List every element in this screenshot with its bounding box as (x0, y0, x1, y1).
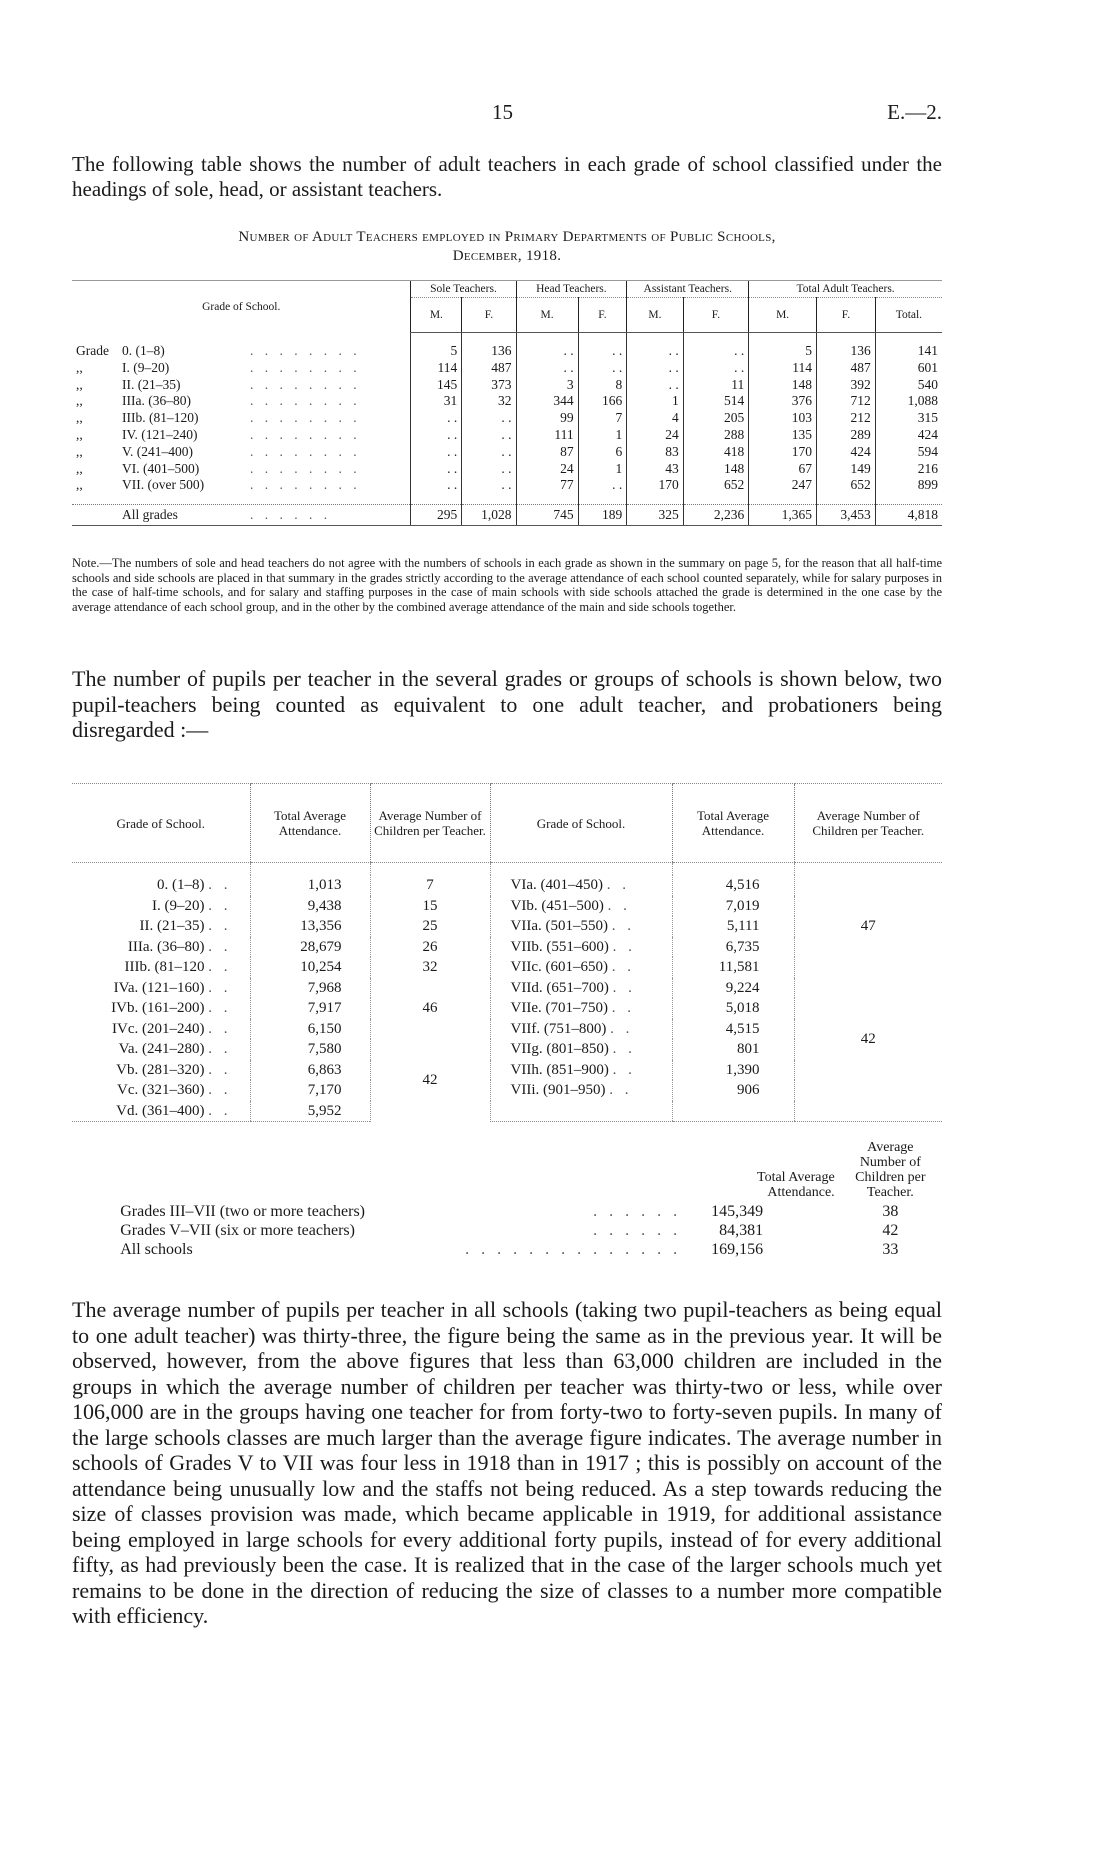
leader-dots: . . (611, 1000, 635, 1016)
attendance-cell: 84,381 (719, 1222, 764, 1239)
col-sole-f: F. (462, 298, 516, 333)
leader-dots: . . (610, 1020, 634, 1037)
leader-dots: . . (612, 938, 636, 955)
value-cell: . . (578, 343, 627, 360)
table-row (72, 444, 942, 461)
grade-label: 0. (1–8) (157, 877, 205, 893)
t2-col-average-right: Average Number of Children per Teacher. (794, 784, 942, 863)
col-sole-m: M. (411, 298, 462, 333)
grade-label: VIId. (651–700) (510, 979, 609, 996)
grade-cell (490, 875, 672, 896)
attendance-cell: 13,356 (250, 916, 370, 937)
total-label: All grades (122, 506, 178, 522)
table-row (72, 393, 942, 410)
value-cell: 149 (817, 461, 876, 478)
grade-label: IVc. (201–240) (112, 1020, 205, 1037)
value-cell: 289 (817, 427, 876, 444)
value-cell: . . (627, 377, 683, 394)
attendance-cell: 5,111 (672, 916, 794, 937)
value-cell: 11 (683, 377, 749, 394)
grade-label: IIIa. (36–80) (122, 393, 191, 409)
grade-label: VIIi. (901–950) (510, 1082, 606, 1098)
grade-label: I. (9–20) (152, 897, 205, 914)
grade-label: IVb. (161–200) (111, 1000, 205, 1016)
grade-label: IIIa. (36–80) (127, 938, 205, 955)
t2-col-average-left: Average Number of Children per Teacher. (370, 784, 490, 863)
total-value-cell: 295 (411, 505, 462, 526)
leader-dots: . . . . . . . . (250, 410, 361, 426)
table-row (72, 427, 942, 444)
grade-prefix: ,, (76, 376, 83, 392)
total-row (72, 505, 942, 526)
grade-label: II. (21–35) (139, 918, 205, 934)
grade-prefix: ,, (76, 393, 83, 409)
value-cell: 424 (817, 444, 876, 461)
page-number: 15 (492, 100, 513, 124)
grade-label: IIIb. (81–120 (124, 959, 205, 975)
attendance-cell: 6,735 (672, 937, 794, 958)
grade-cell (72, 410, 411, 427)
page-header (72, 100, 942, 130)
leader-dots: . . (609, 1082, 633, 1098)
average-cell: 42 (794, 978, 942, 1101)
leader-dots: . . (611, 959, 635, 975)
value-cell: 205 (683, 410, 749, 427)
value-cell: . . (462, 477, 516, 494)
value-cell: 8 (578, 377, 627, 394)
table-row (72, 377, 942, 394)
value-cell: 99 (516, 410, 578, 427)
value-cell: 344 (516, 393, 578, 410)
value-cell: 83 (627, 444, 683, 461)
attendance-cell: 7,019 (672, 896, 794, 917)
grade-prefix: ,, (76, 426, 83, 442)
grade-cell (72, 1039, 250, 1060)
grade-prefix: Grade (76, 343, 109, 358)
average-cell: 46 (370, 978, 490, 1040)
grade-cell (490, 1039, 672, 1060)
col-total-m: M. (749, 298, 817, 333)
table-row (72, 477, 942, 494)
value-cell: 166 (578, 393, 627, 410)
value-cell: 247 (749, 477, 817, 494)
value-cell: . . (462, 461, 516, 478)
group-summary-table (72, 1138, 942, 1259)
grade-label: Va. (241–280) (118, 1041, 205, 1057)
grade-label: VIIb. (551–600) (510, 938, 609, 955)
value-cell: 32 (462, 393, 516, 410)
value-cell: 392 (817, 377, 876, 394)
grade-label: Vc. (321–360) (117, 1082, 205, 1098)
leader-dots: . . . . . . . . (250, 359, 361, 375)
adult-teachers-table (72, 280, 942, 526)
value-cell: . . (627, 360, 683, 377)
grade-label: 0. (1–8) (122, 343, 165, 358)
grade-label: VIIa. (501–550) (510, 918, 608, 934)
value-cell: 77 (516, 477, 578, 494)
value-cell: 24 (516, 461, 578, 478)
col-total-f: F. (817, 298, 876, 333)
attendance-cell: 9,224 (672, 978, 794, 999)
value-cell: 1,088 (875, 393, 942, 410)
leader-dots: . . . . . . . . (250, 460, 361, 476)
grade-label: IVa. (121–160) (113, 979, 205, 996)
grade-label: VIIf. (751–800) (510, 1020, 607, 1037)
table-row (72, 461, 942, 478)
table-row (72, 978, 942, 999)
value-cell: 24 (627, 427, 683, 444)
value-cell: 148 (683, 461, 749, 478)
table-row (72, 410, 942, 427)
grade-cell (72, 477, 411, 494)
grade-cell (490, 937, 672, 958)
value-cell: 1 (578, 461, 627, 478)
table1-title-line1: Number of Adult Teachers employed in Primary Departments of Public Schools, (238, 229, 776, 245)
value-cell: 373 (462, 377, 516, 394)
group-label: All schools (120, 1241, 193, 1258)
t3-col-average: Average Number of Children per Teacher. (855, 1140, 926, 1200)
value-cell: 136 (817, 343, 876, 360)
value-cell: 87 (516, 444, 578, 461)
value-cell: 3 (516, 377, 578, 394)
col-grade-of-school: Grade of School. (72, 281, 411, 333)
average-cell: 47 (794, 875, 942, 978)
grade-cell (72, 343, 411, 360)
leader-dots: . . (607, 897, 631, 914)
value-cell: 7 (578, 410, 627, 427)
grade-prefix: ,, (76, 477, 83, 493)
attendance-cell: 1,390 (672, 1060, 794, 1081)
grade-label: VIIh. (851–900) (510, 1061, 609, 1078)
grade-cell (72, 875, 250, 896)
col-total: Total. (875, 298, 942, 333)
grade-cell (72, 444, 411, 461)
leader-dots: . . . . . . (250, 506, 332, 522)
attendance-cell: 906 (672, 1080, 794, 1101)
attendance-cell: 6,863 (250, 1060, 370, 1081)
attendance-cell: 145,349 (711, 1203, 764, 1220)
grade-cell (72, 461, 411, 478)
grade-label: VIIg. (801–850) (510, 1041, 609, 1057)
total-value-cell: 2,236 (683, 505, 749, 526)
t2-col-grade-left: Grade of School. (72, 784, 250, 863)
table-row (72, 343, 942, 360)
average-cell: 42 (370, 1039, 490, 1122)
value-cell: . . (411, 477, 462, 494)
grade-label: Vd. (361–400) (116, 1102, 205, 1119)
value-cell: 5 (411, 343, 462, 360)
value-cell: 5 (749, 343, 817, 360)
grade-cell (72, 998, 250, 1019)
value-cell: 712 (817, 393, 876, 410)
value-cell: . . (462, 410, 516, 427)
leader-dots: . . (208, 1041, 232, 1057)
attendance-cell: 5,018 (672, 998, 794, 1019)
grade-cell (72, 1101, 250, 1122)
grade-cell (490, 1080, 672, 1101)
value-cell: . . (411, 427, 462, 444)
attendance-cell: 7,170 (250, 1080, 370, 1101)
value-cell: . . (578, 360, 627, 377)
leader-dots: . . (612, 979, 636, 996)
group-label: Grades III–VII (two or more teachers) (120, 1203, 366, 1220)
attendance-cell: 11,581 (672, 957, 794, 978)
col-head-teachers: Head Teachers. (516, 281, 627, 298)
pupils-per-teacher-table (72, 783, 942, 1122)
t2-col-attendance-left: Total Average Attendance. (250, 784, 370, 863)
grade-cell (72, 1019, 250, 1040)
value-cell: 652 (817, 477, 876, 494)
leader-dots: . . . . . . . . . . . . . . (465, 1241, 682, 1258)
grade-cell (72, 360, 411, 377)
value-cell: 899 (875, 477, 942, 494)
value-cell: . . (516, 343, 578, 360)
leader-dots: . . . . . . (593, 1222, 682, 1239)
total-value-cell: 1,028 (462, 505, 516, 526)
attendance-cell: 4,515 (672, 1019, 794, 1040)
value-cell: 418 (683, 444, 749, 461)
leader-dots: . . . . . . (593, 1203, 682, 1220)
col-head-f: F. (578, 298, 627, 333)
leader-dots: . . (208, 1020, 232, 1037)
grade-cell (490, 978, 672, 999)
grade-cell (490, 1019, 672, 1040)
t2-col-attendance-right: Total Average Attendance. (672, 784, 794, 863)
grade-label: II. (21–35) (122, 376, 181, 392)
grade-cell (72, 916, 250, 937)
section-code: E.—2. (887, 100, 942, 124)
attendance-cell: 28,679 (250, 937, 370, 958)
value-cell: 216 (875, 461, 942, 478)
value-cell: 170 (749, 444, 817, 461)
value-cell: . . (411, 461, 462, 478)
value-cell: . . (683, 360, 749, 377)
grade-cell (490, 998, 672, 1019)
grade-cell (72, 427, 411, 444)
value-cell: 111 (516, 427, 578, 444)
leader-dots: . . (208, 897, 232, 914)
grade-cell (490, 1060, 672, 1081)
attendance-cell: 10,254 (250, 957, 370, 978)
value-cell: 148 (749, 377, 817, 394)
value-cell: 424 (875, 427, 942, 444)
value-cell: 514 (683, 393, 749, 410)
leader-dots: . . . . . . . . (250, 376, 361, 392)
leader-dots: . . (606, 877, 630, 893)
total-value-cell: 1,365 (749, 505, 817, 526)
table-row (72, 1221, 942, 1240)
table-row (72, 875, 942, 896)
average-cell: 7 (370, 875, 490, 896)
leader-dots: . . (208, 979, 232, 996)
col-assistant-f: F. (683, 298, 749, 333)
total-value-cell: 745 (516, 505, 578, 526)
t3-col-attendance: Total Average Attendance. (757, 1170, 835, 1200)
value-cell: 1 (627, 393, 683, 410)
leader-dots: . . (208, 918, 232, 934)
leader-dots: . . (612, 1061, 636, 1078)
intro-paragraph: The following table shows the number of adult teachers in each grade of school classified under the headings of sole, head, or assistant teachers. (72, 152, 942, 201)
leader-dots: . . (208, 938, 232, 955)
grade-label: VII. (over 500) (122, 477, 205, 493)
grade-label: IV. (121–240) (122, 426, 198, 442)
value-cell: 487 (462, 360, 516, 377)
value-cell: 487 (817, 360, 876, 377)
table-note: Note.—The numbers of sole and head teachers do not agree with the numbers of schools in each grade as shown in the summary on page 5, for the reason that all half-time schools and side schools are placed in that summary in the grades strictly according to the average attendance of each school counted separately, while for salary purposes in the case of half-time schools, and for salary and staffing purposes in the case of main schools with side schools attached the grade is determined in the one case by the average attendance of each school group, and in the other by the combined average attendance of the main and side schools together. (72, 556, 942, 614)
leader-dots: . . (208, 959, 232, 975)
average-cell: 25 (370, 916, 490, 937)
value-cell: 540 (875, 377, 942, 394)
value-cell: 67 (749, 461, 817, 478)
grade-cell (490, 916, 672, 937)
table-row (72, 1240, 942, 1259)
col-sole-teachers: Sole Teachers. (411, 281, 516, 298)
grade-prefix: ,, (76, 410, 83, 426)
value-cell: 4 (627, 410, 683, 427)
grade-cell (72, 1080, 250, 1101)
grade-label: VIIc. (601–650) (510, 959, 608, 975)
leader-dots: . . (208, 1061, 232, 1078)
leader-dots: . . . . . . . . (250, 393, 361, 409)
average-cell: 15 (370, 896, 490, 917)
value-cell: 145 (411, 377, 462, 394)
value-cell: . . (578, 477, 627, 494)
value-cell: . . (411, 410, 462, 427)
value-cell: 103 (749, 410, 817, 427)
closing-paragraph: The average number of pupils per teacher in all schools (taking two pupil-teachers as being equal to one adult teacher) was thirty-three, the figure being the same as in the previous year. It will be observed, however, from the above figures that less than 63,000 children are included in the groups in which the average number of children per teacher was thirty-two or less, while over 106,000 are in the groups having one teacher for from forty-two to forty-seven pupils. In many of the large schools classes are much larger than the average figure indicates. The average number in schools of Grades V to VII was four less in 1918 than in 1917 ; this is possibly on account of the attendance being unusually low and the staffs not being reduced. As a step towards reducing the size of classes provision was made, which became applicable in 1919, for additional assistance being employed in large schools for every additional forty pupils, instead of for every additional fifty, as had previously been the case. It is realized that in the case of the larger schools much yet remains to be done in the direction of reducing the size of classes to a number more compatible with efficiency. (72, 1297, 942, 1628)
leader-dots: . . . . . . . . (250, 477, 361, 493)
total-label-cell (72, 505, 411, 526)
value-cell: 114 (749, 360, 817, 377)
value-cell: 652 (683, 477, 749, 494)
leader-dots: . . (208, 877, 232, 893)
table1-title-line2: December, 1918. (452, 248, 562, 264)
attendance-cell: 169,156 (711, 1241, 764, 1258)
average-cell: 38 (882, 1203, 899, 1220)
grade-label: V. (241–400) (122, 443, 194, 459)
grade-cell (72, 978, 250, 999)
leader-dots: . . (208, 1000, 232, 1016)
total-value-cell: 3,453 (817, 505, 876, 526)
average-cell: 42 (882, 1222, 899, 1239)
value-cell: . . (516, 360, 578, 377)
leader-dots: . . . . . . . . (250, 343, 361, 358)
pupils-per-teacher-paragraph: The number of pupils per teacher in the several grades or groups of schools is shown below, two pupil-teachers being counted as equivalent to one adult teacher, and probationers being disregarded :— (72, 666, 942, 742)
value-cell: 31 (411, 393, 462, 410)
leader-dots: . . (611, 918, 635, 934)
attendance-cell: 7,917 (250, 998, 370, 1019)
grade-label: IIIb. (81–120) (122, 410, 199, 426)
grade-label: VIb. (451–500) (510, 897, 604, 914)
value-cell: 141 (875, 343, 942, 360)
value-cell: 601 (875, 360, 942, 377)
value-cell: 135 (749, 427, 817, 444)
leader-dots: . . (208, 1102, 232, 1119)
value-cell: 594 (875, 444, 942, 461)
total-value-cell: 4,818 (875, 505, 942, 526)
leader-dots: . . . . . . . . (250, 443, 361, 459)
value-cell: 170 (627, 477, 683, 494)
value-cell: 376 (749, 393, 817, 410)
grade-label: VIIe. (701–750) (510, 1000, 608, 1016)
leader-dots: . . (208, 1082, 232, 1098)
grade-prefix: ,, (76, 460, 83, 476)
grade-cell (490, 957, 672, 978)
col-head-m: M. (516, 298, 578, 333)
attendance-cell: 4,516 (672, 875, 794, 896)
attendance-cell: 6,150 (250, 1019, 370, 1040)
table-row (72, 1101, 942, 1122)
table-row (72, 360, 942, 377)
value-cell: 1 (578, 427, 627, 444)
leader-dots: . . (612, 1041, 636, 1057)
grade-prefix: ,, (76, 443, 83, 459)
value-cell: 136 (462, 343, 516, 360)
value-cell: 114 (411, 360, 462, 377)
grade-cell (490, 896, 672, 917)
table1-title (72, 228, 942, 266)
value-cell: 288 (683, 427, 749, 444)
value-cell: 315 (875, 410, 942, 427)
table-row (72, 1202, 942, 1221)
average-cell: 32 (370, 957, 490, 978)
t2-col-grade-right: Grade of School. (490, 784, 672, 863)
attendance-cell: 1,013 (250, 875, 370, 896)
grade-cell (72, 896, 250, 917)
grade-label: I. (9–20) (122, 359, 170, 375)
total-value-cell: 325 (627, 505, 683, 526)
value-cell: . . (462, 427, 516, 444)
value-cell: 6 (578, 444, 627, 461)
col-assistant-teachers: Assistant Teachers. (627, 281, 749, 298)
group-label: Grades V–VII (six or more teachers) (120, 1222, 355, 1239)
value-cell: . . (683, 343, 749, 360)
col-total-adult-teachers: Total Adult Teachers. (749, 281, 942, 298)
grade-cell (72, 377, 411, 394)
grade-cell (72, 1060, 250, 1081)
average-cell: 33 (882, 1241, 899, 1258)
value-cell: . . (411, 444, 462, 461)
col-assistant-m: M. (627, 298, 683, 333)
grade-cell (72, 937, 250, 958)
grade-cell (72, 957, 250, 978)
leader-dots: . . . . . . . . (250, 426, 361, 442)
attendance-cell: 7,580 (250, 1039, 370, 1060)
grade-label: VI. (401–500) (122, 460, 200, 476)
attendance-cell: 5,952 (250, 1101, 370, 1122)
grade-cell (72, 393, 411, 410)
value-cell: . . (627, 343, 683, 360)
value-cell: . . (462, 444, 516, 461)
attendance-cell: 801 (672, 1039, 794, 1060)
value-cell: 212 (817, 410, 876, 427)
grade-label: VIa. (401–450) (510, 877, 603, 893)
grade-label: Vb. (281–320) (116, 1061, 205, 1078)
total-value-cell: 189 (578, 505, 627, 526)
attendance-cell: 9,438 (250, 896, 370, 917)
value-cell: 43 (627, 461, 683, 478)
average-cell: 26 (370, 937, 490, 958)
attendance-cell: 7,968 (250, 978, 370, 999)
grade-prefix: ,, (76, 359, 83, 375)
